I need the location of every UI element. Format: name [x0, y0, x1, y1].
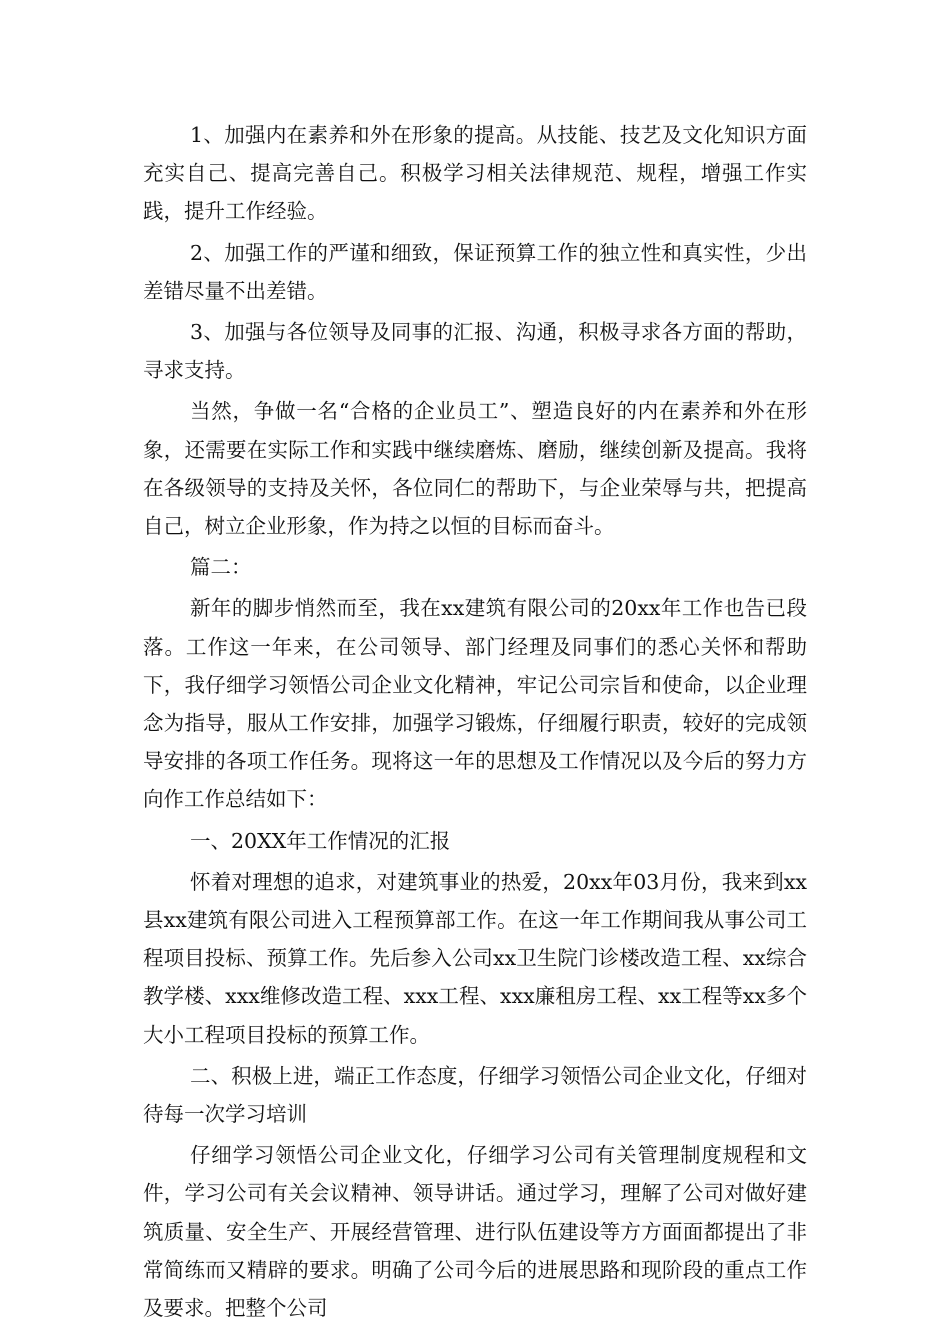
paragraph-rigor: 2、加强工作的严谨和细致，保证预算工作的独立性和真实性，少出差错尽量不出差错。 [143, 240, 807, 303]
heading-work-report: 一、20XX年工作情况的汇报 [190, 828, 451, 853]
paragraph-corporate-culture: 仔细学习领悟公司企业文化，仔细学习公司有关管理制度规程和文件，学习公司有关会议精神、领导讲话。通过学习，理解了公司对做好建筑质量、安全生产、开展经营管理、进行队伍建设等方方面面都提出了非常简练而又精辟的要求。明确了公司今后的进展思路和现阶段的重点工作及要求。把整个公司 [143, 1143, 807, 1321]
paragraph-conclusion: 当然，争做一名“合格的企业员工”、塑造良好的内在素养和外在形象，还需要在实际工作和实践中继续磨炼、磨励，继续创新及提高。我将在各级领导的支持及关怀，各位同仁的帮助下，与企业荣辱与共，把提高自己，树立企业形象，作为持之以恒的目标而奋斗。 [143, 399, 807, 539]
section-heading-part-two: 篇二： [190, 555, 252, 580]
heading-work-attitude: 二、积极上进，端正工作态度，仔细学习领悟公司企业文化，仔细对待每一次学习培训 [143, 1063, 807, 1127]
paragraph-communication: 3、加强与各位领导及同事的汇报、沟通，积极寻求各方面的帮助，寻求支持。 [143, 320, 807, 383]
paragraph-improve-quality: 1、加强内在素养和外在形象的提高。从技能、技艺及文化知识方面充实自己、提高完善自己。积极学习相关法律规范、规程，增强工作实践，提升工作经验。 [143, 123, 807, 224]
paragraph-work-history: 怀着对理想的追求，对建筑事业的热爱，20xx年03月份，我来到xx县xx建筑有限公司进入工程预算部工作。在这一年工作期间我从事公司工程项目投标、预算工作。先后参入公司xx卫生院门诊楼改造工程、xx综合教学楼、xxx维修改造工程、xxx工程、xxx廉租房工程、xx工程等xx多个大小工程项目投标的预算工作。 [143, 869, 807, 1047]
paragraph-new-year-intro: 新年的脚步悄然而至，我在xx建筑有限公司的20xx年工作也告已段落。工作这一年来，在公司领导、部门经理及同事们的悉心关怀和帮助下，我仔细学习领悟公司企业文化精神，牢记公司宗旨和使命，以企业理念为指导，服从工作安排，加强学习锻炼，仔细履行职责，较好的完成领导安排的各项工作任务。现将这一年的思想及工作情况以及今后的努力方向作工作总结如下： [143, 596, 807, 812]
document-body [143, 116, 807, 1330]
